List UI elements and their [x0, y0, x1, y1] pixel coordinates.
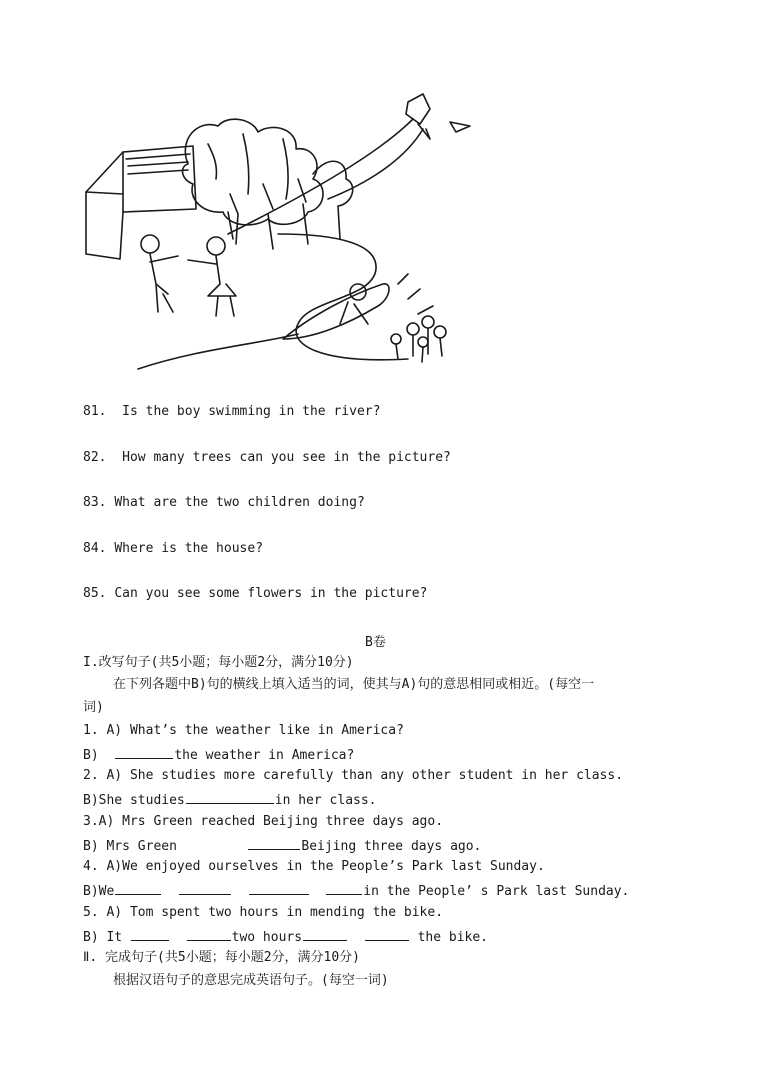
- item3-b: B) Mrs Green Beijing three days ago.: [83, 836, 481, 856]
- answer-blank[interactable]: [131, 927, 169, 941]
- answer-blank[interactable]: [303, 927, 347, 941]
- part1-instruction: 在下列各题中B)句的横线上填入适当的词，使其与A)句的意思相同或相近。(每空一: [113, 677, 595, 692]
- question-83: 83. What are the two children doing?: [83, 495, 365, 510]
- kite-drawing: [228, 94, 470, 234]
- item1-b: B) the weather in America?: [83, 745, 354, 765]
- question-85: 85. Can you see some flowers in the picture?: [83, 586, 428, 601]
- item5-a: 5. A) Tom spent two hours in mending the bike.: [83, 905, 444, 920]
- item4-a: 4. A)We enjoyed ourselves in the People’s Park last Sunday.: [83, 859, 545, 874]
- part1-heading: I.改写句子(共5小题；每小题2分，满分10分): [83, 655, 354, 670]
- question-84: 84. Where is the house?: [83, 541, 264, 556]
- picture-illustration: [78, 84, 478, 389]
- trees-drawing: [183, 119, 353, 249]
- answer-blank[interactable]: [115, 745, 173, 759]
- item2-a: 2. A) She studies more carefully than any other student in her class.: [83, 768, 624, 783]
- item5-b: B) It two hours the bike.: [83, 927, 488, 947]
- children-drawing: [141, 235, 236, 316]
- answer-blank[interactable]: [186, 790, 274, 804]
- answer-blank[interactable]: [249, 881, 309, 895]
- answer-blank[interactable]: [326, 881, 362, 895]
- section-title: B卷: [365, 635, 386, 650]
- item1-a: 1. A) What’s the weather like in America?: [83, 723, 404, 738]
- answer-blank[interactable]: [187, 927, 231, 941]
- question-82: 82. How many trees can you see in the picture?: [83, 450, 451, 465]
- answer-blank[interactable]: [179, 881, 231, 895]
- question-81: 81. Is the boy swimming in the river?: [83, 404, 381, 419]
- flowers-drawing: [391, 316, 446, 362]
- part1-instruction-cont: 词): [83, 700, 104, 715]
- item3-a: 3.A) Mrs Green reached Beijing three days ago.: [83, 814, 444, 829]
- item2-b: B)She studies in her class.: [83, 790, 377, 810]
- answer-blank[interactable]: [248, 836, 300, 850]
- answer-blank[interactable]: [365, 927, 409, 941]
- answer-blank[interactable]: [115, 881, 161, 895]
- river-and-boat-drawing: [138, 234, 433, 369]
- item4-b: B)We in the People’ s Park last Sunday.: [83, 881, 629, 901]
- part2-instruction: 根据汉语句子的意思完成英语句子。(每空一词): [113, 973, 389, 988]
- part2-heading: Ⅱ. 完成句子(共5小题；每小题2分，满分10分): [83, 950, 361, 965]
